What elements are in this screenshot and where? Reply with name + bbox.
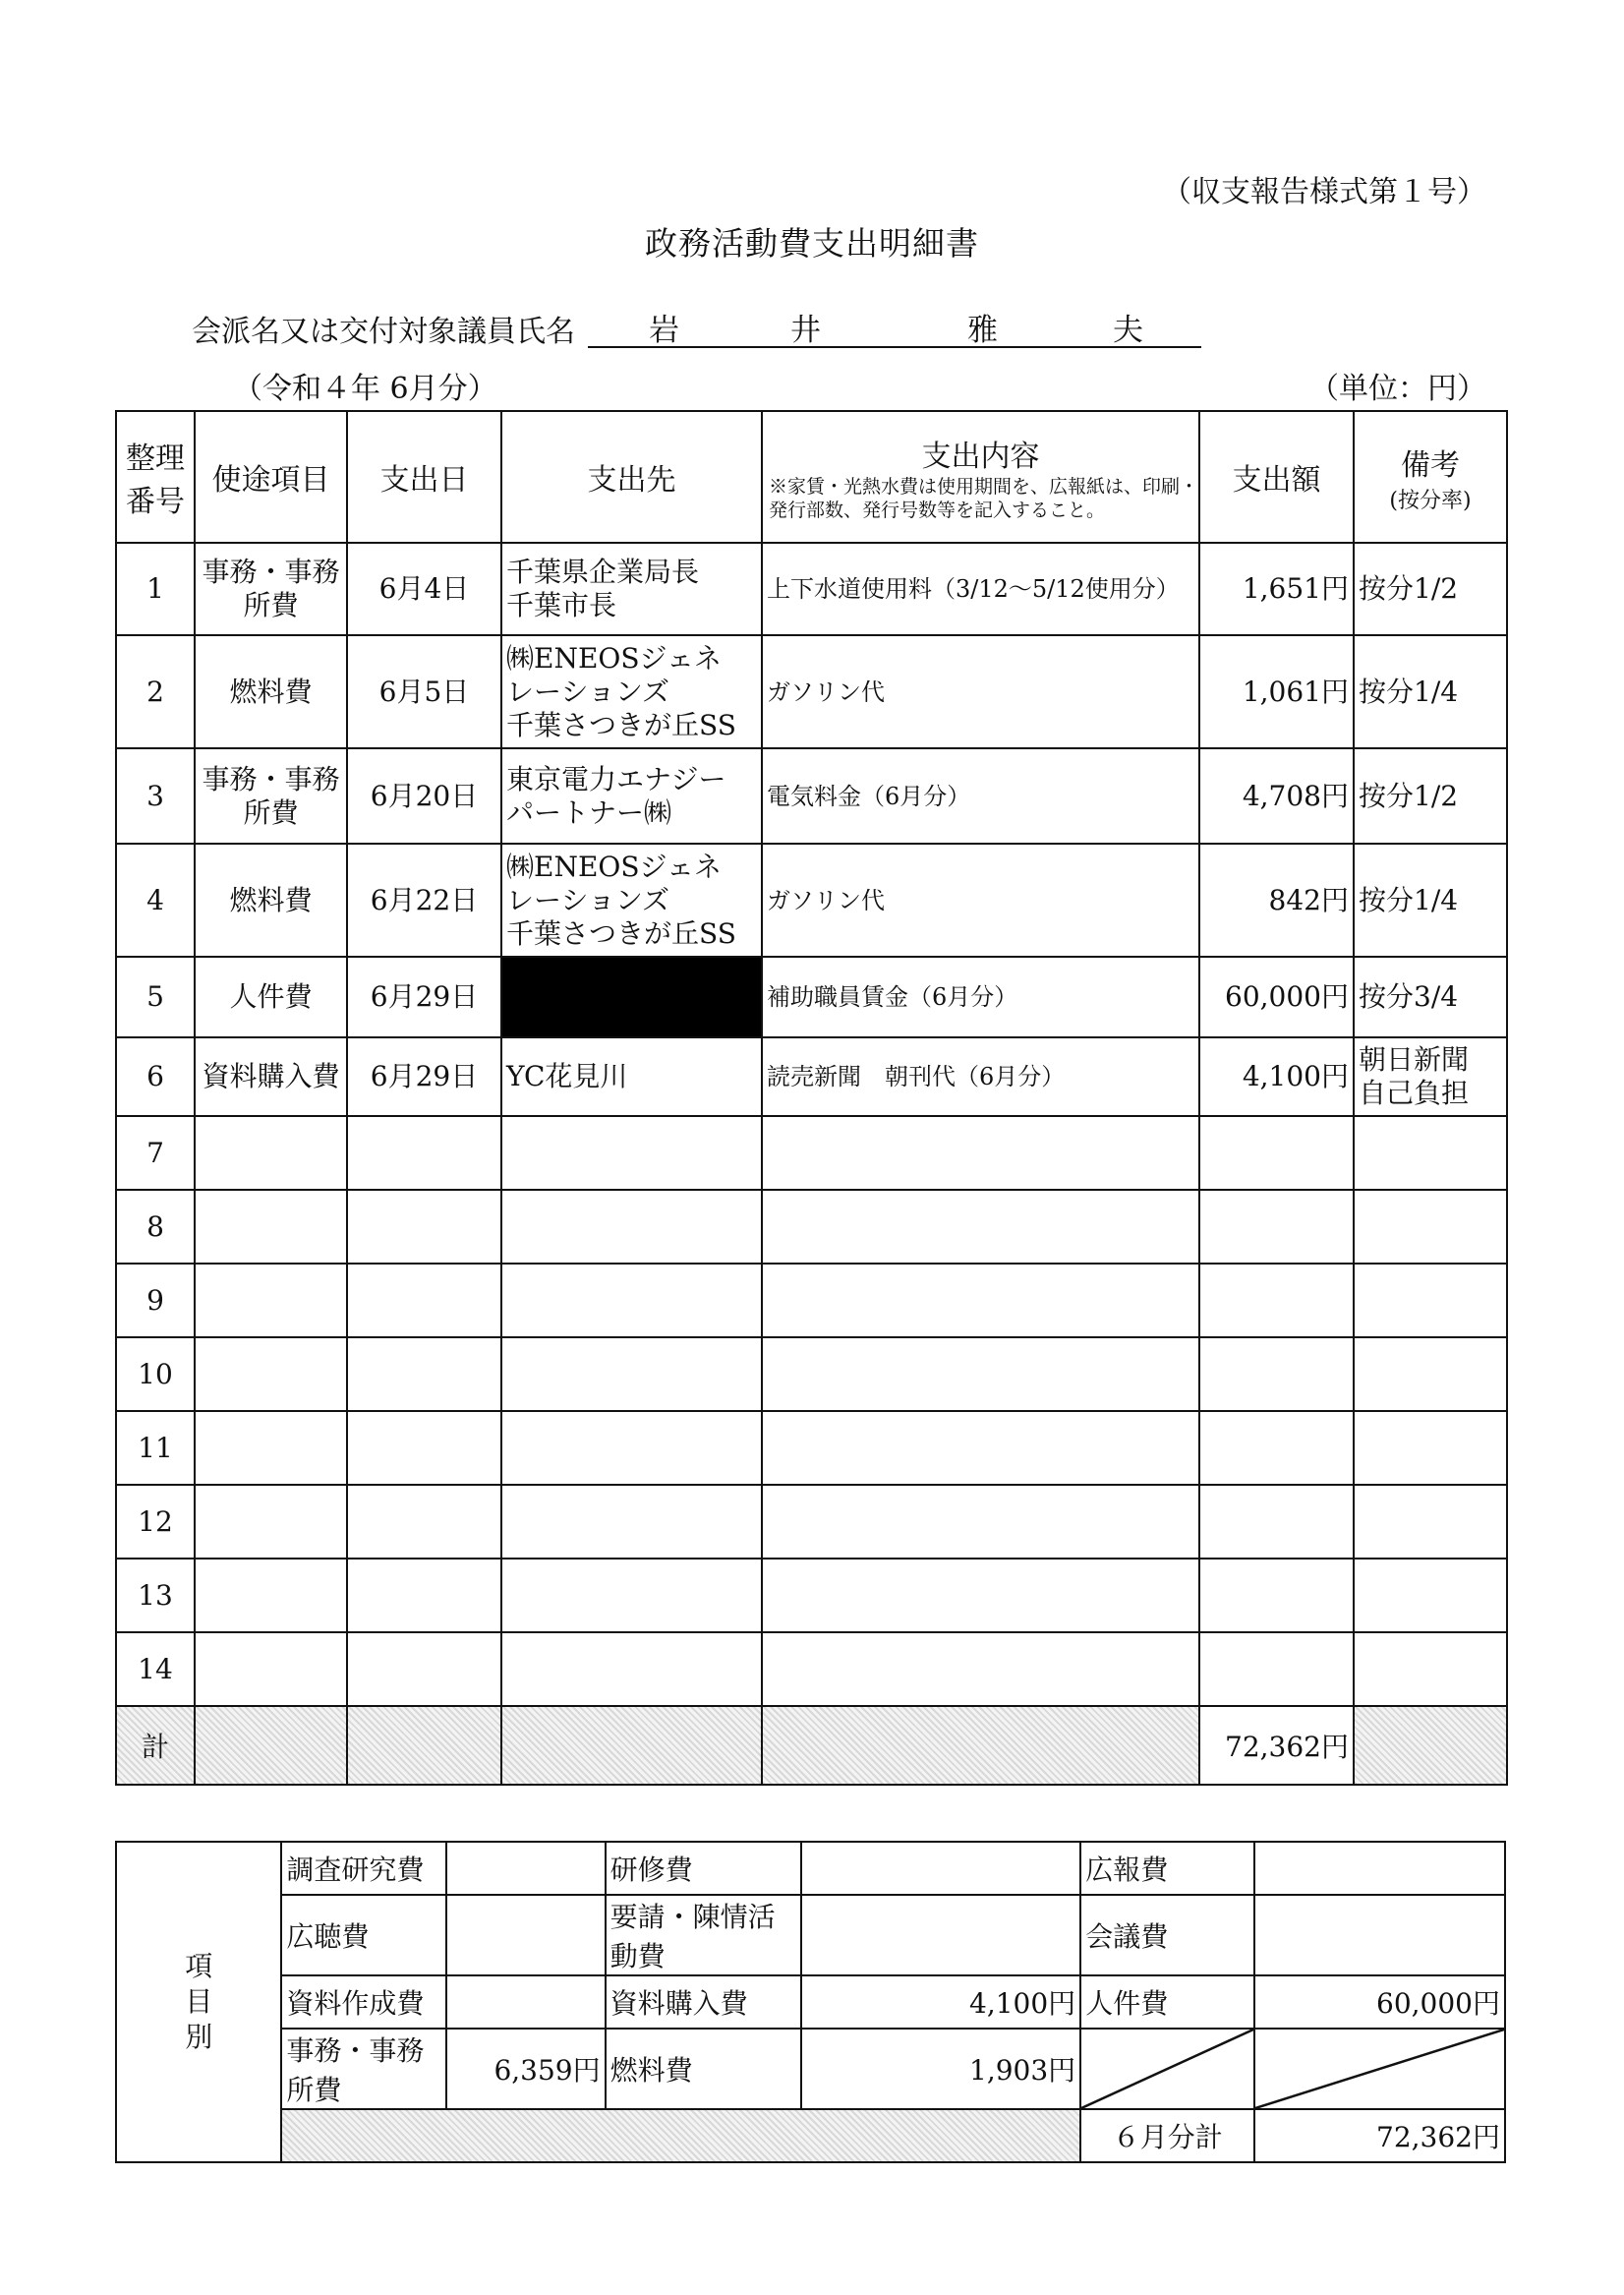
row-content [762,1485,1199,1559]
summary-value-pr [1254,1842,1505,1895]
row-category: 人件費 [195,957,347,1037]
row-payee [501,957,762,1037]
row-content: ガソリン代 [762,635,1199,748]
row-category [195,1190,347,1264]
summary-side-char: 目 [185,1985,213,2018]
row-category [195,1116,347,1190]
remark-line: 按分1/2 [1359,572,1459,605]
payee-line: 千葉さつきが丘SS [506,708,736,741]
row-number: 11 [116,1411,195,1485]
summary-value-survey [446,1842,606,1895]
summary-label-survey: 調査研究費 [281,1842,445,1895]
summary-label-office: 事務・事務所費 [281,2029,445,2109]
header-content [762,411,1199,543]
header-date: 支出日 [347,411,501,543]
row-date: 6月4日 [347,543,501,635]
row-amount [1199,1485,1354,1559]
row-remarks [1354,1632,1507,1706]
summary-label-hearing: 広聴費 [281,1895,445,1975]
summary-label-training: 研修費 [606,1842,802,1895]
row-payee [501,543,762,635]
row-date: 6月5日 [347,635,501,748]
summary-label-materials-buy: 資料購入費 [606,1975,802,2029]
row-number: 6 [116,1037,195,1116]
summary-value-meeting [1254,1895,1505,1975]
row-date: 6月22日 [347,844,501,957]
payee-line: ㈱ENEOSジェネ [506,850,722,883]
row-remarks [1354,957,1507,1037]
row-remarks [1354,748,1507,844]
row-payee [501,1632,762,1706]
row-date [347,1559,501,1632]
row-payee [501,1559,762,1632]
shaded-cell [762,1706,1199,1785]
summary-value-materials-buy: 4,100円 [801,1975,1080,2029]
shaded-cell [195,1706,347,1785]
row-payee [501,1264,762,1337]
row-number: 2 [116,635,195,748]
diagonal-cell [1080,2029,1254,2109]
row-category: 事務・事務所費 [195,748,347,844]
category-summary-table [115,1841,1506,2163]
row-date [347,1190,501,1264]
row-amount [1199,1411,1354,1485]
summary-value-petition [801,1895,1080,1975]
row-content: 補助職員賃金（6月分） [762,957,1199,1037]
row-category [195,1485,347,1559]
payee-line: YC花見川 [506,1060,628,1092]
row-content: ガソリン代 [762,844,1199,957]
remark-line: 朝日新聞 [1359,1043,1470,1076]
row-content [762,1559,1199,1632]
table-row [116,957,1507,1037]
period: （令和４年 6月分） [233,372,497,406]
summary-value-fuel: 1,903円 [801,2029,1080,2109]
row-number: 3 [116,748,195,844]
header-amount: 支出額 [1199,411,1354,543]
row-content [762,1411,1199,1485]
shaded-cell [501,1706,762,1785]
table-row [116,1411,1507,1485]
payee-line: ㈱ENEOSジェネ [506,641,722,675]
row-content [762,1190,1199,1264]
row-payee [501,1116,762,1190]
summary-value-office: 6,359円 [446,2029,606,2109]
row-remarks [1354,844,1507,957]
row-payee [501,1037,762,1116]
header-number [116,411,195,543]
table-row [116,1037,1507,1116]
table-row [116,1116,1507,1190]
summary-value-personnel: 60,000円 [1254,1975,1505,2029]
summary-label-month-total: ６月分計 [1080,2109,1254,2162]
row-remarks [1354,1337,1507,1411]
row-content: 電気料金（6月分） [762,748,1199,844]
row-amount: 4,708円 [1199,748,1354,844]
row-remarks [1354,1559,1507,1632]
table-row [116,1559,1507,1632]
row-date [347,1264,501,1337]
row-category: 資料購入費 [195,1037,347,1116]
row-payee [501,844,762,957]
header-number-line: 整理 [126,441,185,476]
row-content: 上下水道使用料（3/12～5/12使用分） [762,543,1199,635]
unit: （単位：円） [1309,372,1486,406]
row-remarks [1354,1264,1507,1337]
row-remarks [1354,1485,1507,1559]
header-remarks-sub: (按分率) [1389,488,1472,513]
row-category: 事務・事務所費 [195,543,347,635]
diagonal-cell [1254,2029,1505,2109]
header-number-line: 番号 [126,485,185,519]
row-date [347,1485,501,1559]
member-label: 会派名又は交付対象議員氏名 [192,315,575,349]
row-remarks [1354,1411,1507,1485]
member-name-char: 井 [790,313,821,348]
row-number: 8 [116,1190,195,1264]
row-amount [1199,1190,1354,1264]
row-content [762,1116,1199,1190]
member-name-line [588,301,1201,348]
row-category [195,1559,347,1632]
row-number: 5 [116,957,195,1037]
row-date [347,1116,501,1190]
remark-line: 按分3/4 [1359,980,1459,1013]
row-remarks [1354,1037,1507,1116]
row-content [762,1632,1199,1706]
header-remarks-label: 備考 [1401,447,1460,483]
row-content [762,1264,1199,1337]
row-amount [1199,1337,1354,1411]
payee-line: 東京電力エナジー [506,762,726,795]
row-category [195,1264,347,1337]
payee-line: レーションズ [506,883,670,916]
table-row [116,748,1507,844]
table-row [116,635,1507,748]
table-row [116,1190,1507,1264]
payee-line: レーションズ [506,675,670,708]
row-number: 10 [116,1337,195,1411]
row-amount: 4,100円 [1199,1037,1354,1116]
row-remarks [1354,1116,1507,1190]
row-payee [501,1337,762,1411]
total-row [116,1706,1507,1785]
summary-value-materials-make [446,1975,606,2029]
row-amount [1199,1632,1354,1706]
summary-label-pr: 広報費 [1080,1842,1254,1895]
row-category [195,1411,347,1485]
payee-line: パートナー㈱ [506,795,672,829]
row-content: 読売新聞 朝刊代（6月分） [762,1037,1199,1116]
summary-value-training [801,1842,1080,1895]
shaded-cell [347,1706,501,1785]
row-amount [1199,1264,1354,1337]
header-content-note: ※家賃・光熱水費は使用期間を、広報紙は、印刷・発行部数、発行号数等を記入すること。 [769,476,1199,521]
row-payee [501,1190,762,1264]
row-number: 1 [116,543,195,635]
table-header [116,411,1507,543]
shaded-cell [281,2109,1080,2162]
row-category [195,1337,347,1411]
summary-label-petition: 要請・陳情活動費 [606,1895,802,1975]
remark-line: 按分1/4 [1359,883,1459,916]
row-date [347,1411,501,1485]
summary-side-label [116,1842,281,2162]
summary-label-personnel: 人件費 [1080,1975,1254,2029]
row-category [195,1632,347,1706]
shaded-cell [1354,1706,1507,1785]
total-amount: 72,362円 [1199,1706,1354,1785]
row-number: 7 [116,1116,195,1190]
row-payee [501,1485,762,1559]
page-title: 政務活動費支出明細書 [645,224,979,263]
row-payee [501,748,762,844]
summary-label-fuel: 燃料費 [606,2029,802,2109]
row-number: 4 [116,844,195,957]
summary-side-char: 別 [185,2021,213,2053]
row-number: 14 [116,1632,195,1706]
summary-label-meeting: 会議費 [1080,1895,1254,1975]
row-amount: 1,651円 [1199,543,1354,635]
row-date [347,1337,501,1411]
table-row [116,1264,1507,1337]
summary-value-month-total: 72,362円 [1254,2109,1505,2162]
total-label: 計 [116,1706,195,1785]
remark-line: 按分1/2 [1359,779,1459,812]
row-amount: 60,000円 [1199,957,1354,1037]
table-row [116,1485,1507,1559]
member-name-char: 岩 [649,313,679,348]
remark-line: 自己負担 [1359,1077,1470,1109]
row-remarks [1354,543,1507,635]
row-payee [501,1411,762,1485]
row-number: 9 [116,1264,195,1337]
row-number: 12 [116,1485,195,1559]
table-row [116,844,1507,957]
row-amount: 842円 [1199,844,1354,957]
row-date: 6月29日 [347,957,501,1037]
row-amount: 1,061円 [1199,635,1354,748]
payee-line: 千葉さつきが丘SS [506,916,736,950]
row-payee [501,635,762,748]
row-content [762,1337,1199,1411]
header-content-label: 支出内容 [921,440,1040,474]
form-number: （収支報告様式第１号） [1162,175,1486,209]
remark-line: 按分1/4 [1359,675,1459,708]
row-date: 6月20日 [347,748,501,844]
payee-line: 千葉県企業局長 [506,556,700,588]
member-name-char: 雅 [967,313,998,348]
payee-line: 千葉市長 [506,589,617,621]
header-remarks [1354,411,1507,543]
row-amount [1199,1116,1354,1190]
summary-side-char: 項 [185,1950,213,1982]
summary-label-materials-make: 資料作成費 [281,1975,445,2029]
row-number: 13 [116,1559,195,1632]
expense-table [115,410,1508,1786]
row-category: 燃料費 [195,635,347,748]
table-row [116,1337,1507,1411]
table-row [116,543,1507,635]
row-date: 6月29日 [347,1037,501,1116]
summary-value-hearing [446,1895,606,1975]
row-remarks [1354,635,1507,748]
row-date [347,1632,501,1706]
row-amount [1199,1559,1354,1632]
row-remarks [1354,1190,1507,1264]
header-payee: 支出先 [501,411,762,543]
header-category: 使途項目 [195,411,347,543]
table-row [116,1632,1507,1706]
member-name-char: 夫 [1113,313,1143,348]
row-category: 燃料費 [195,844,347,957]
